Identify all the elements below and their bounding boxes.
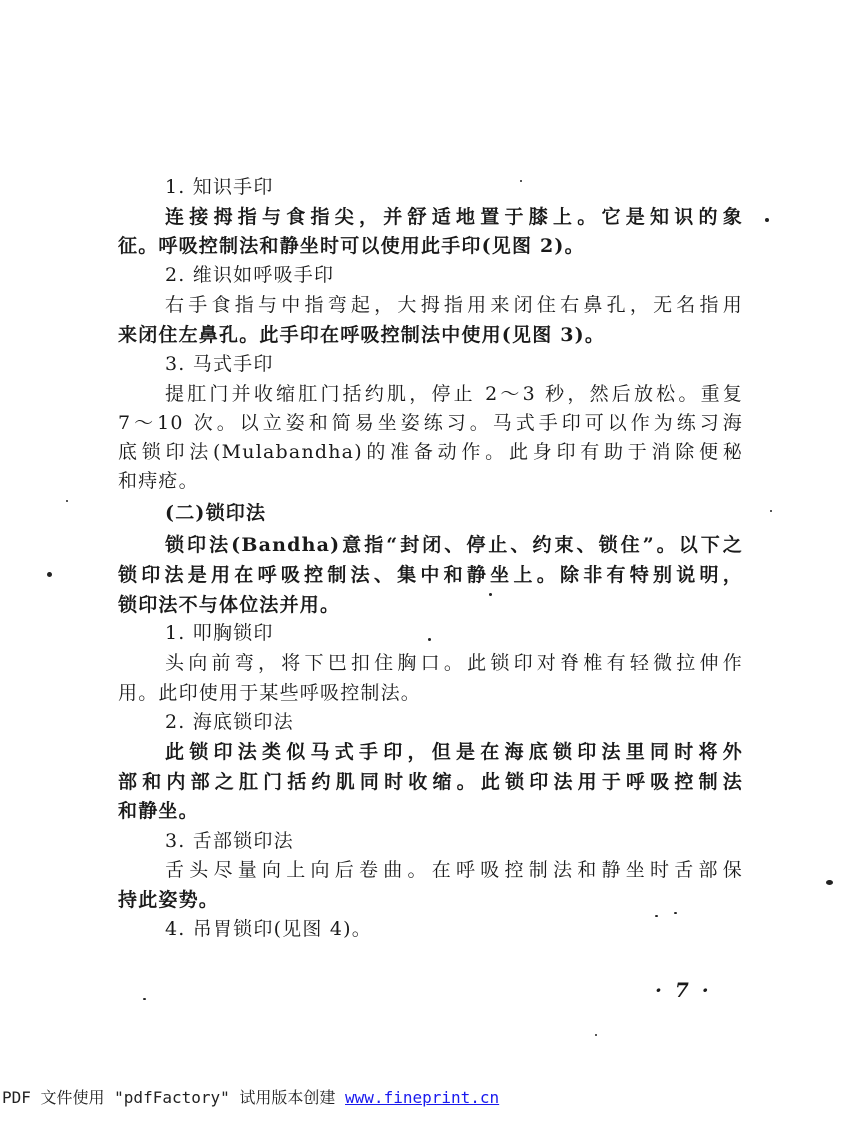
paragraph-line: 和静坐。	[118, 800, 199, 822]
heading-weishi-huxi-shouyin: 2. 维识如呼吸手印	[165, 264, 335, 286]
scan-speck	[66, 500, 68, 502]
paragraph-line: 持此姿势。	[118, 889, 220, 911]
scan-speck	[826, 880, 833, 885]
scan-speck	[520, 180, 522, 182]
scan-speck	[655, 915, 658, 917]
paragraph-line: 提肛门并收缩肛门括约肌，停止 2～3 秒，然后放松。重复	[165, 383, 743, 405]
paragraph-line: 舌头尽量向上向后卷曲。在呼吸控制法和静坐时舌部保	[165, 859, 743, 881]
paragraph-line: 征。呼吸控制法和静坐时可以使用此手印(见图 2)。	[118, 235, 585, 257]
paragraph-line: 锁印法(Bandha)意指“封闭、停止、约束、锁住”。以下之	[165, 534, 743, 556]
paragraph-line: 底锁印法(Mulabandha)的准备动作。此身印有助于消除便秘	[118, 441, 743, 463]
scan-speck	[765, 218, 769, 222]
heading-kouxiong-suoyin: 1. 叩胸锁印	[165, 622, 274, 644]
heading-mashi-shouyin: 3. 马式手印	[165, 353, 274, 375]
paragraph-line: 用。此印使用于某些呼吸控制法。	[118, 682, 422, 704]
scan-speck	[428, 638, 431, 641]
scan-speck	[595, 1034, 597, 1036]
paragraph-line: 7～10 次。以立姿和简易坐姿练习。马式手印可以作为练习海	[118, 412, 743, 434]
paragraph-line: 部和内部之肛门括约肌同时收缩。此锁印法用于呼吸控制法	[118, 771, 743, 793]
paragraph-line: 此锁印法类似马式手印，但是在海底锁印法里同时将外	[165, 741, 743, 763]
section-heading-suoyinfa: (二)锁印法	[165, 502, 267, 524]
paragraph-line: 和痔疮。	[118, 470, 199, 492]
scan-speck	[143, 998, 146, 1000]
scan-speck	[47, 572, 52, 577]
heading-haidi-suoyinfa: 2. 海底锁印法	[165, 711, 294, 733]
footer-link[interactable]: www.fineprint.cn	[345, 1088, 500, 1107]
heading-shebu-suoyinfa: 3. 舌部锁印法	[165, 830, 294, 852]
paragraph-line: 锁印法是用在呼吸控制法、集中和静坐上。除非有特别说明，	[118, 564, 743, 586]
pdf-footer	[2, 1088, 499, 1108]
paragraph-line: 右手食指与中指弯起，大拇指用来闭住右鼻孔，无名指用	[165, 294, 743, 316]
footer-text: PDF 文件使用 "pdfFactory" 试用版本创建	[2, 1088, 346, 1107]
paragraph-line: 连接拇指与食指尖，并舒适地置于膝上。它是知识的象	[165, 206, 743, 228]
scan-speck	[770, 510, 772, 512]
paragraph-line: 锁印法不与体位法并用。	[118, 594, 341, 616]
paragraph-line: 头向前弯，将下巴扣住胸口。此锁印对脊椎有轻微拉伸作	[165, 652, 743, 674]
scan-speck	[674, 912, 677, 914]
scan-speck	[489, 593, 492, 596]
paragraph-line: 来闭住左鼻孔。此手印在呼吸控制法中使用(见图 3)。	[118, 324, 606, 346]
heading-zhishi-shouyin: 1. 知识手印	[165, 176, 274, 198]
heading-diaowei-suoyin: 4. 吊胃锁印(见图 4)。	[165, 918, 372, 940]
page-number: · 7 ·	[655, 978, 712, 1002]
